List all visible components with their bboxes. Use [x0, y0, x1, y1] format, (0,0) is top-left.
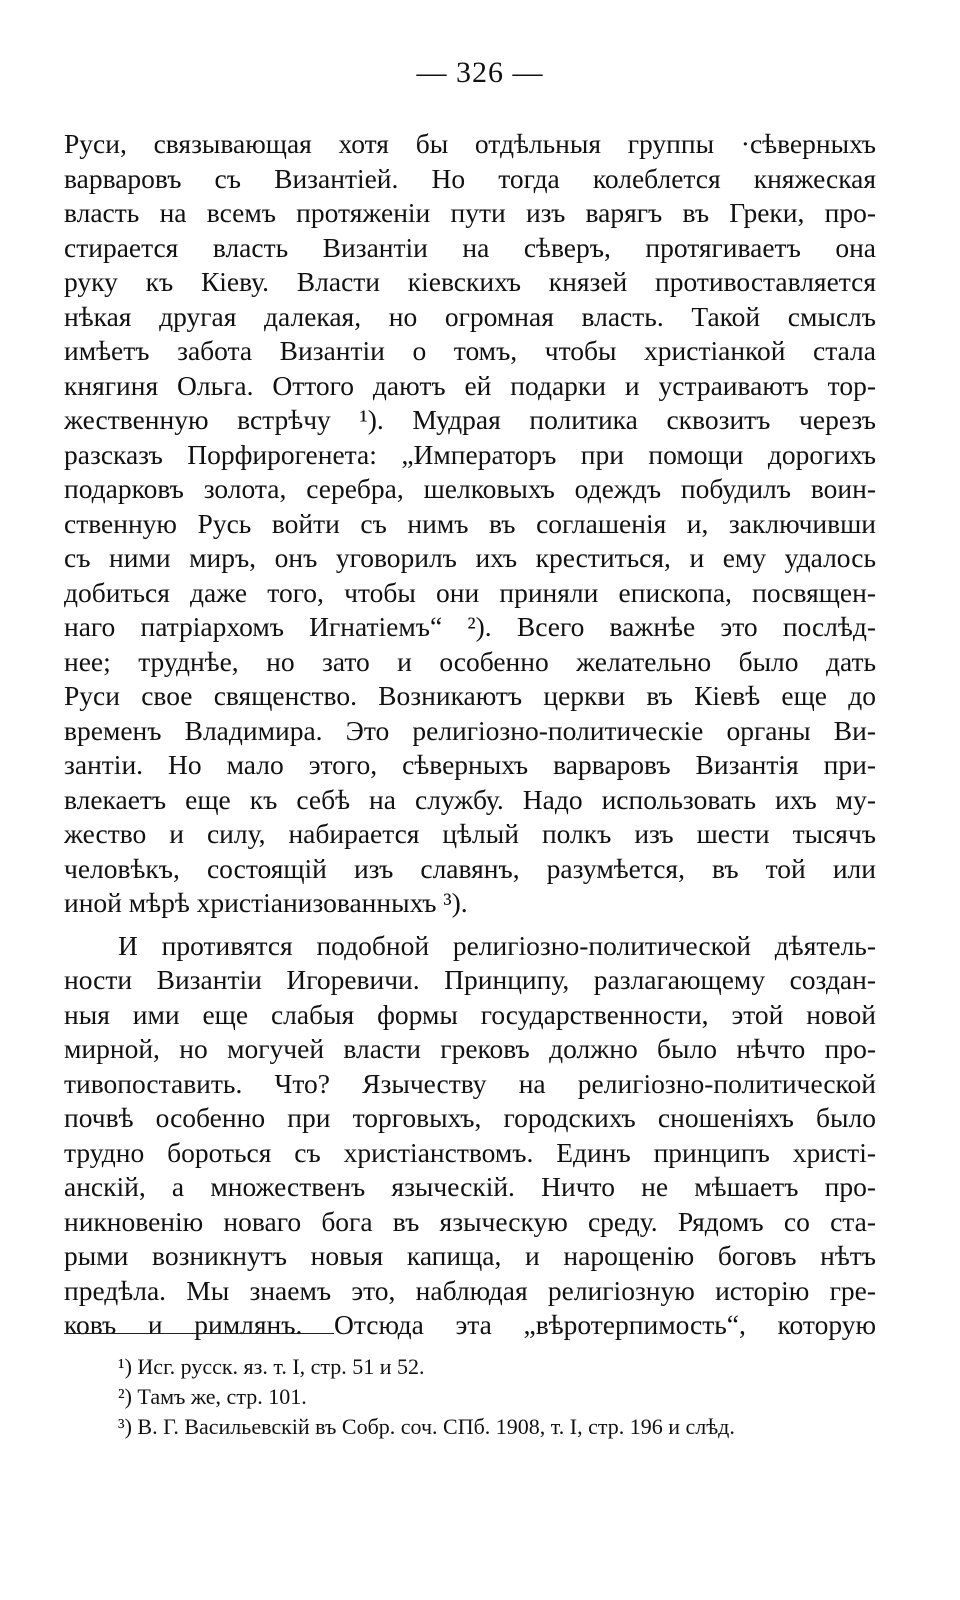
footnote-2	[118, 1382, 878, 1412]
text-line: ности Византіи Игоревичи. Принципу, разлагающему создан-	[64, 964, 876, 995]
text-line: рыми возникнутъ новыя капища, и нарощенію боговъ нѣтъ	[64, 1240, 876, 1271]
main-text	[64, 127, 876, 1343]
footnote-mark: ²)	[118, 1384, 132, 1409]
paragraph-1	[64, 127, 876, 921]
text-line: наго патріархомъ Игнатіемъ“ ²). Всего важнѣе это послѣд-	[64, 611, 876, 642]
text-line: добиться даже того, чтобы они приняли епископа, посвящен-	[64, 576, 876, 608]
text-line: зантіи. Но мало этого, сѣверныхъ варваровъ Византія при-	[64, 749, 876, 780]
text-line: человѣкъ, состоящій изъ славянъ, разумѣется, въ той или	[64, 852, 876, 884]
footnote-text: Исг. русск. яз. т. I, стр. 51 и 52.	[137, 1354, 425, 1379]
text-line: стирается власть Византіи на сѣверъ, протягиваетъ она	[64, 231, 876, 263]
text-line: варваровъ съ Византіей. Но тогда колеблется княжеская	[64, 162, 876, 194]
text-line: Руси свое священство. Возникаютъ церкви въ Кіевѣ еще до	[64, 680, 876, 711]
text-line: нѣкая другая далекая, но огромная власть. Такой смыслъ	[64, 300, 876, 332]
footnote-3	[118, 1412, 878, 1442]
footnote-text: Тамъ же, стр. 101.	[137, 1384, 307, 1409]
footnote-text: В. Г. Васильевскій въ Собр. соч. СПб. 1908, т. I, стр. 196 и слѣд.	[137, 1414, 735, 1439]
footnote-mark: ¹)	[118, 1354, 132, 1379]
text-line: жество и силу, набирается цѣлый полкъ изъ шести тысячъ	[64, 818, 876, 849]
text-line: тивопоставить. Что? Язычеству на религіозно-политической	[64, 1067, 876, 1099]
text-line: ственную Русь войти съ нимъ въ соглашенія и, заключивши	[64, 507, 876, 539]
text-line: ныя ими еще слабыя формы государственности, этой новой	[64, 998, 876, 1030]
text-line: И противятся подобной религіозно-политической дѣятель-	[118, 929, 876, 961]
text-line: руку къ Кіеву. Власти кіевскихъ князей противоставляется	[64, 266, 876, 297]
text-line: влекаетъ еще къ себѣ на службу. Надо использовать ихъ му-	[64, 783, 876, 815]
text-line: княгиня Ольга. Оттого даютъ ей подарки и устраиваютъ тор-	[64, 369, 876, 401]
paragraph-2	[64, 929, 876, 1343]
text-line: предѣла. Мы знаемъ это, наблюдая религіозную исторію гре-	[64, 1274, 876, 1306]
text-line: жественную встрѣчу ¹). Мудрая политика сквозитъ черезъ	[64, 404, 876, 435]
footnote-divider	[64, 1333, 334, 1334]
text-line: почвѣ особенно при торговыхъ, городскихъ сношеніяхъ было	[64, 1102, 876, 1133]
page-number: — 326 —	[416, 56, 544, 89]
text-line: разсказъ Порфирогенета: „Императоръ при помощи дорогихъ	[64, 438, 876, 470]
text-line: съ ними миръ, онъ уговорилъ ихъ креститься, и ему удалось	[64, 542, 876, 573]
text-line: нее; труднѣе, но зато и особенно желательно было дать	[64, 645, 876, 677]
text-line: никновенію новаго бога въ языческую среду. Рядомъ со ста-	[64, 1205, 876, 1237]
footnotes	[118, 1352, 878, 1442]
text-line: власть на всемъ протяженіи пути изъ варягъ въ Греки, про-	[64, 197, 876, 228]
footnote-1	[118, 1352, 878, 1382]
text-line: иной мѣрѣ христіанизованныхъ ³).	[64, 887, 468, 918]
text-line: мирной, но могучей власти грековъ должно было нѣчто про-	[64, 1033, 876, 1064]
text-line: Руси, связывающая хотя бы отдѣльныя группы ·сѣверныхъ	[64, 128, 876, 159]
text-line: ковъ и римлянъ. Отсюда эта „вѣротерпимость“, которую	[64, 1309, 876, 1340]
text-line: анскій, а множественъ языческій. Ничто не мѣшаетъ про-	[64, 1171, 876, 1202]
text-line: подарковъ золота, серебра, шелковыхъ одеждъ побудилъ воин-	[64, 473, 876, 504]
text-line: трудно бороться съ христіанствомъ. Единъ принципъ христі-	[64, 1136, 876, 1168]
text-line: имѣетъ забота Византіи о томъ, чтобы христіанкой стала	[64, 335, 876, 366]
footnote-mark: ³)	[118, 1414, 132, 1439]
text-line: временъ Владимира. Это религіозно-политическіе органы Ви-	[64, 714, 876, 746]
